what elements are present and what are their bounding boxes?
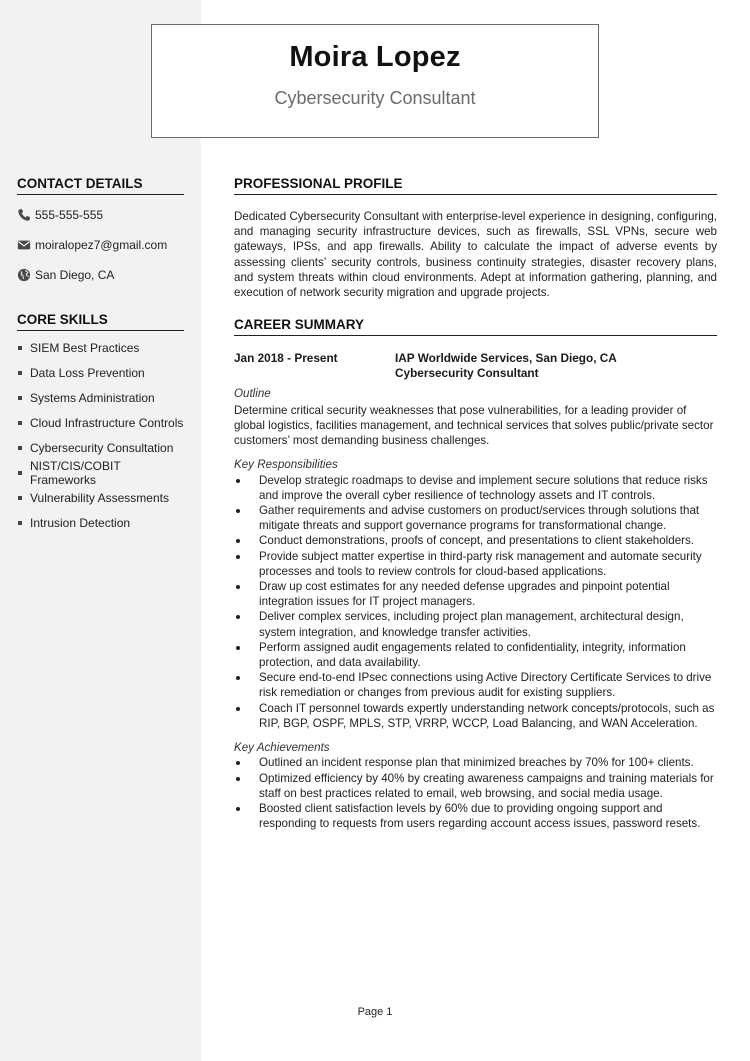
left-column xyxy=(17,176,184,540)
bullet-dot-icon xyxy=(236,585,240,589)
bullet-dot-icon xyxy=(236,555,240,559)
profile-text: Dedicated Cybersecurity Consultant with enterprise-level experience in designing, configuring, and managing security infrastructure devices, such as firewalls, SSL VPNs, secure web gateways, IPSs, and app firewalls. Ability to calculate the impact of adverse events by assessing clients’ security controls, business continuity strategies, disaster recovery plans, and system threats within cloud environments. Adept at information gathering, planning, and execution of network security migration and upgrade projects. xyxy=(234,210,717,300)
globe-icon xyxy=(17,268,31,282)
list-item: Deliver complex services, including project plan management, architectural design, system integration, and knowledge transfer activities. xyxy=(234,609,717,639)
list-item: Optimized efficiency by 40% by creating awareness campaigns and training materials for staff on best practices related to email, web browsing, and social media usage. xyxy=(234,771,717,801)
contact-location-text: San Diego, CA xyxy=(35,268,115,282)
bullet-dot-icon xyxy=(236,646,240,650)
list-item: Boosted client satisfaction levels by 60% due to providing ongoing support and responding to requests from users regarding account access issues, password resets. xyxy=(234,801,717,831)
contact-email-text: moiralopez7@gmail.com xyxy=(35,238,168,252)
list-item: Provide subject matter expertise in third-party risk management and automate security processes and tools to review controls for cloud-based applications. xyxy=(234,549,717,579)
contact-phone xyxy=(17,207,184,223)
contact-list xyxy=(17,207,184,283)
bullet-square-icon xyxy=(18,421,22,425)
skill-item: SIEM Best Practices xyxy=(17,340,184,356)
bullet-square-icon xyxy=(18,471,22,475)
skill-item: Cloud Infrastructure Controls xyxy=(17,415,184,431)
job-role: Cybersecurity Consultant xyxy=(395,366,539,381)
candidate-title: Cybersecurity Consultant xyxy=(274,88,476,108)
skill-item: NIST/CIS/COBIT Frameworks xyxy=(17,465,184,481)
job-dates: Jan 2018 - Present xyxy=(234,351,338,366)
candidate-name: Moira Lopez xyxy=(289,41,461,73)
outline-text: Determine critical security weaknesses that pose vulnerabilities, for a leading provider of global logistics, facilities management, and technical services that solves public/private sector customers’ most demanding business challenges. xyxy=(234,403,714,448)
bullet-dot-icon xyxy=(236,479,240,483)
career-heading: CAREER SUMMARY xyxy=(234,317,717,336)
contact-email xyxy=(17,237,184,253)
bullet-dot-icon xyxy=(236,615,240,619)
profile-heading: PROFESSIONAL PROFILE xyxy=(234,176,717,195)
phone-icon xyxy=(17,208,31,222)
name-header-box xyxy=(151,24,599,138)
bullet-dot-icon xyxy=(236,509,240,513)
outline-label: Outline xyxy=(234,386,271,400)
bullet-square-icon xyxy=(18,496,22,500)
bullet-dot-icon xyxy=(236,707,240,711)
job-header xyxy=(234,351,717,381)
bullet-square-icon xyxy=(18,371,22,375)
skills-list xyxy=(17,340,184,531)
bullet-dot-icon xyxy=(236,777,240,781)
skill-item: Vulnerability Assessments xyxy=(17,490,184,506)
envelope-icon xyxy=(17,238,31,252)
skill-item: Cybersecurity Consultation xyxy=(17,440,184,456)
list-item: Coach IT personnel towards expertly understanding network concepts/protocols, such as RIP, BGP, OSPF, MPLS, STP, VRRP, WCCP, Load Balancing, and WAN Acceleration. xyxy=(234,701,717,731)
list-item: Gather requirements and advise customers on product/services through solutions that mitigate threats and support governance programs for transformational change. xyxy=(234,503,717,533)
list-item: Conduct demonstrations, proofs of concept, and presentations to client stakeholders. xyxy=(234,533,717,548)
achievements-list xyxy=(234,755,717,831)
right-column xyxy=(234,176,717,831)
skills-heading: CORE SKILLS xyxy=(17,312,184,331)
contact-location xyxy=(17,267,184,283)
achievements-label: Key Achievements xyxy=(234,741,330,755)
skill-item: Systems Administration xyxy=(17,390,184,406)
bullet-dot-icon xyxy=(236,807,240,811)
bullet-dot-icon xyxy=(236,676,240,680)
responsibilities-list xyxy=(234,473,717,731)
list-item: Outlined an incident response plan that minimized breaches by 70% for 100+ clients. xyxy=(234,755,717,770)
job-company: IAP Worldwide Services, San Diego, CA xyxy=(395,351,617,366)
list-item: Perform assigned audit engagements related to confidentiality, integrity, information protection, and data availability. xyxy=(234,640,717,670)
job-info xyxy=(395,351,617,381)
bullet-square-icon xyxy=(18,396,22,400)
skill-item: Intrusion Detection xyxy=(17,515,184,531)
list-item: Develop strategic roadmaps to devise and implement secure solutions that reduce risks and improve the overall cyber resilience of technology assets and IT controls. xyxy=(234,473,717,503)
bullet-square-icon xyxy=(18,446,22,450)
bullet-square-icon xyxy=(18,346,22,350)
contact-heading: CONTACT DETAILS xyxy=(17,176,184,195)
list-item: Draw up cost estimates for any needed defense upgrades and pinpoint potential integration issues for IT project managers. xyxy=(234,579,717,609)
contact-phone-text: 555-555-555 xyxy=(35,208,104,222)
list-item: Secure end-to-end IPsec connections using Active Directory Certificate Services to drive risk remediation or changes from previous audit for existing suppliers. xyxy=(234,670,717,700)
bullet-dot-icon xyxy=(236,539,240,543)
page-number: Page 1 xyxy=(357,1006,393,1018)
bullet-square-icon xyxy=(18,521,22,525)
responsibilities-label: Key Responsibilities xyxy=(234,458,338,472)
skill-item: Data Loss Prevention xyxy=(17,365,184,381)
bullet-dot-icon xyxy=(236,761,240,765)
